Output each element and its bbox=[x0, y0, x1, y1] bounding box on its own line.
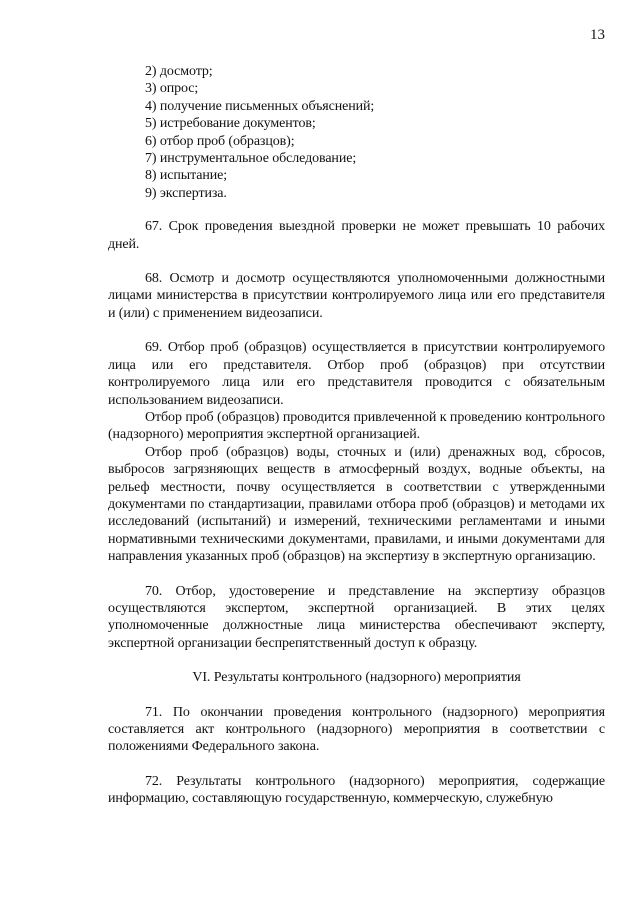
paragraph-68: 68. Осмотр и досмотр осуществляются уполномоченными должностными лицами министерства в присутствии контролируемого лица или его представителя и (или) с применением видеозаписи. bbox=[108, 271, 605, 321]
list-item: 3) опрос; bbox=[145, 81, 199, 97]
paragraph-69-sampling-organization: Отбор проб (образцов) проводится привлеченной к проведению контрольного (надзорного) мероприятия экспертной организацией. bbox=[108, 409, 605, 443]
list-item: 4) получение письменных объяснений; bbox=[145, 98, 375, 114]
spacer bbox=[108, 756, 605, 773]
paragraph-67: 67. Срок проведения выездной проверки не может превышать 10 рабочих дней. bbox=[108, 219, 605, 252]
paragraph-72: 72. Результаты контрольного (надзорного) мероприятия, содержащие информацию, составляющую государственную, коммерческую, служебную bbox=[108, 773, 605, 807]
control-actions-list bbox=[108, 63, 605, 202]
paragraph-70: 70. Отбор, удостоверение и представление на экспертизу образцов осуществляются экспертом, экспертной организацией. В этих целях уполномоченные должностные лица министерства обеспечивают эксперту, экспертной организации беспрепятственный доступ к образцу. bbox=[108, 583, 605, 651]
spacer bbox=[108, 202, 605, 218]
list-item: 6) отбор проб (образцов); bbox=[145, 133, 295, 149]
document-body bbox=[108, 63, 605, 808]
spacer bbox=[108, 566, 605, 583]
paragraph-69-sampling-rules: Отбор проб (образцов) воды, сточных и (или) дренажных вод, сбросов, выбросов загрязняющих веществ в атмосферный воздух, водные объекты, на рельеф местности, почву осуществляется в соответствии с утвержденными документами по стандартизации, правилами отбора проб (образцов) и методами их исследований (испытаний) и измерений, техническими регламентами и иными нормативными техническими документами, правилами, и иными документами для направления указанных проб (образцов) на экспертизу в экспертную организацию. bbox=[108, 444, 605, 565]
spacer bbox=[108, 652, 605, 669]
page-number: 13 bbox=[590, 27, 605, 43]
paragraph-69: 69. Отбор проб (образцов) осуществляется в присутствии контролируемого лица или его представителя. Отбор проб (образцов) при отсутствии контролируемого лица или его представителя проводится с обязательным использованием видеозаписи. bbox=[108, 340, 605, 408]
list-item: 7) инструментальное обследование; bbox=[145, 151, 357, 167]
paragraph-71: 71. По окончании проведения контрольного (надзорного) мероприятия составляется акт контрольного (надзорного) мероприятия в соответствии с положениями Федерального закона. bbox=[108, 704, 605, 755]
list-item: 2) досмотр; bbox=[145, 64, 213, 79]
list-item: 9) экспертиза. bbox=[145, 185, 227, 201]
section-heading: VI. Результаты контрольного (надзорного) мероприятия bbox=[192, 670, 521, 686]
spacer bbox=[108, 687, 605, 704]
list-item: 5) истребование документов; bbox=[145, 116, 316, 132]
list-item: 8) испытание; bbox=[145, 168, 228, 184]
spacer bbox=[108, 322, 605, 339]
spacer bbox=[108, 253, 605, 270]
